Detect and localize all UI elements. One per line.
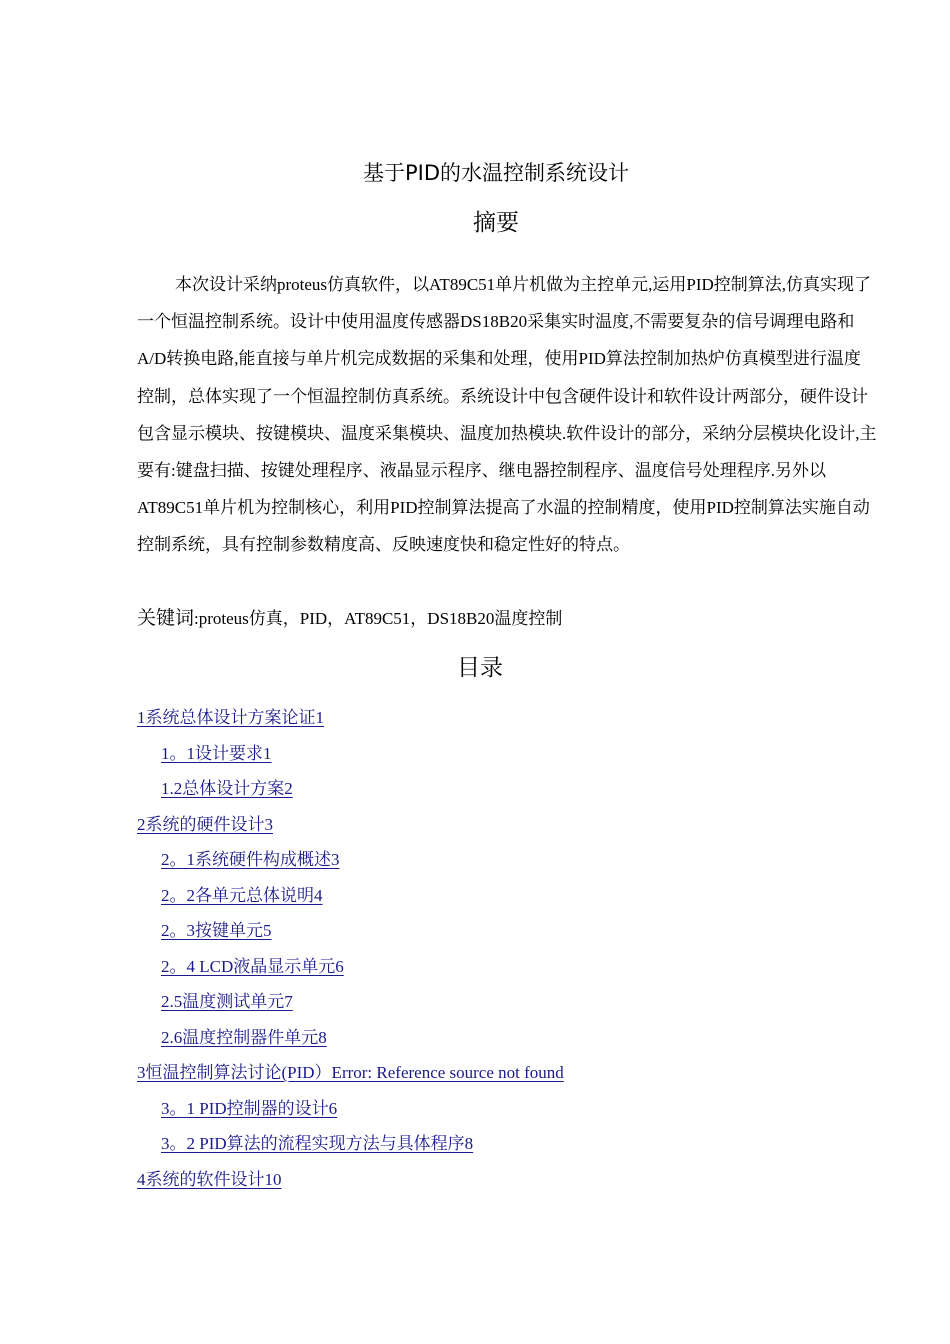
- toc-entry: [137, 1091, 897, 1127]
- toc-entry: [137, 1162, 897, 1198]
- toc-entry: [137, 807, 897, 843]
- toc-entry: [137, 1126, 897, 1162]
- toc-link[interactable]: 2.5温度测试单元7: [161, 992, 293, 1011]
- toc-heading: 目录: [457, 655, 503, 681]
- keywords-text: :proteus仿真，PID，AT89C51，DS18B20温度控制: [194, 609, 563, 628]
- toc-link[interactable]: 2。2各单元总体说明4: [161, 885, 323, 905]
- toc-link[interactable]: 2.6温度控制器件单元8: [161, 1027, 327, 1047]
- toc-entry: [137, 949, 897, 985]
- toc-entry: [137, 842, 897, 878]
- toc-entry: [137, 700, 897, 736]
- toc-link[interactable]: 1系统总体设计方案论证1: [137, 708, 324, 727]
- document-title: 基于PID的水温控制系统设计: [362, 161, 630, 185]
- toc-link[interactable]: 2。4 LCD液晶显示单元6: [161, 956, 344, 976]
- toc-entry: [137, 1020, 897, 1056]
- toc-entry: [137, 984, 897, 1020]
- abstract-body: 本次设计采纳proteus仿真软件，以AT89C51单片机做为主控单元,运用PID控制算法,仿真实现了一个恒温控制系统。设计中使用温度传感器DS18B20采集实时温度,不需要复杂的信号调理电路和A/D转换电路,能直接与单片机完成数据的采集和处理，使用PID算法控制加热炉仿真模型进行温度控制，总体实现了一个恒温控制仿真系统。系统设计中包含硬件设计和软件设计两部分，硬件设计包含显示模块、按键模块、温度采集模块、温度加热模块.软件设计的部分，采纳分层模块化设计,主要有:键盘扫描、按键处理程序、液晶显示程序、继电器控制程序、温度信号处理程序.另外以AT89C51单片机为控制核心，利用PID控制算法提高了水温的控制精度，使用PID控制算法实施自动控制系统，具有控制参数精度高、反映速度快和稳定性好的特点。: [137, 275, 877, 555]
- toc-entry: [137, 878, 897, 914]
- toc-link[interactable]: 2。3按键单元5: [161, 921, 272, 940]
- toc-link[interactable]: 2系统的硬件设计3: [137, 814, 273, 834]
- toc-entry: [137, 913, 897, 949]
- keywords-label: 关键词: [137, 607, 195, 629]
- abstract-heading: 摘要: [473, 210, 519, 236]
- toc-entry: [137, 771, 897, 807]
- toc-link[interactable]: 4系统的软件设计10: [137, 1169, 282, 1189]
- toc-link[interactable]: 1.2总体设计方案2: [161, 779, 293, 798]
- toc-link[interactable]: 3。2 PID算法的流程实现方法与具体程序8: [161, 1134, 474, 1153]
- toc-entry: [137, 736, 897, 772]
- toc-link[interactable]: 3恒温控制算法讨论(PID）Error: Reference source not found: [137, 1063, 564, 1082]
- toc-link[interactable]: 2。1系统硬件构成概述3: [161, 850, 340, 869]
- keywords-line: [137, 600, 877, 637]
- toc-link[interactable]: 1。1设计要求1: [161, 743, 272, 763]
- toc-entry: [137, 1055, 897, 1091]
- toc-link[interactable]: 3。1 PID控制器的设计6: [161, 1098, 338, 1118]
- table-of-contents: [137, 700, 897, 1197]
